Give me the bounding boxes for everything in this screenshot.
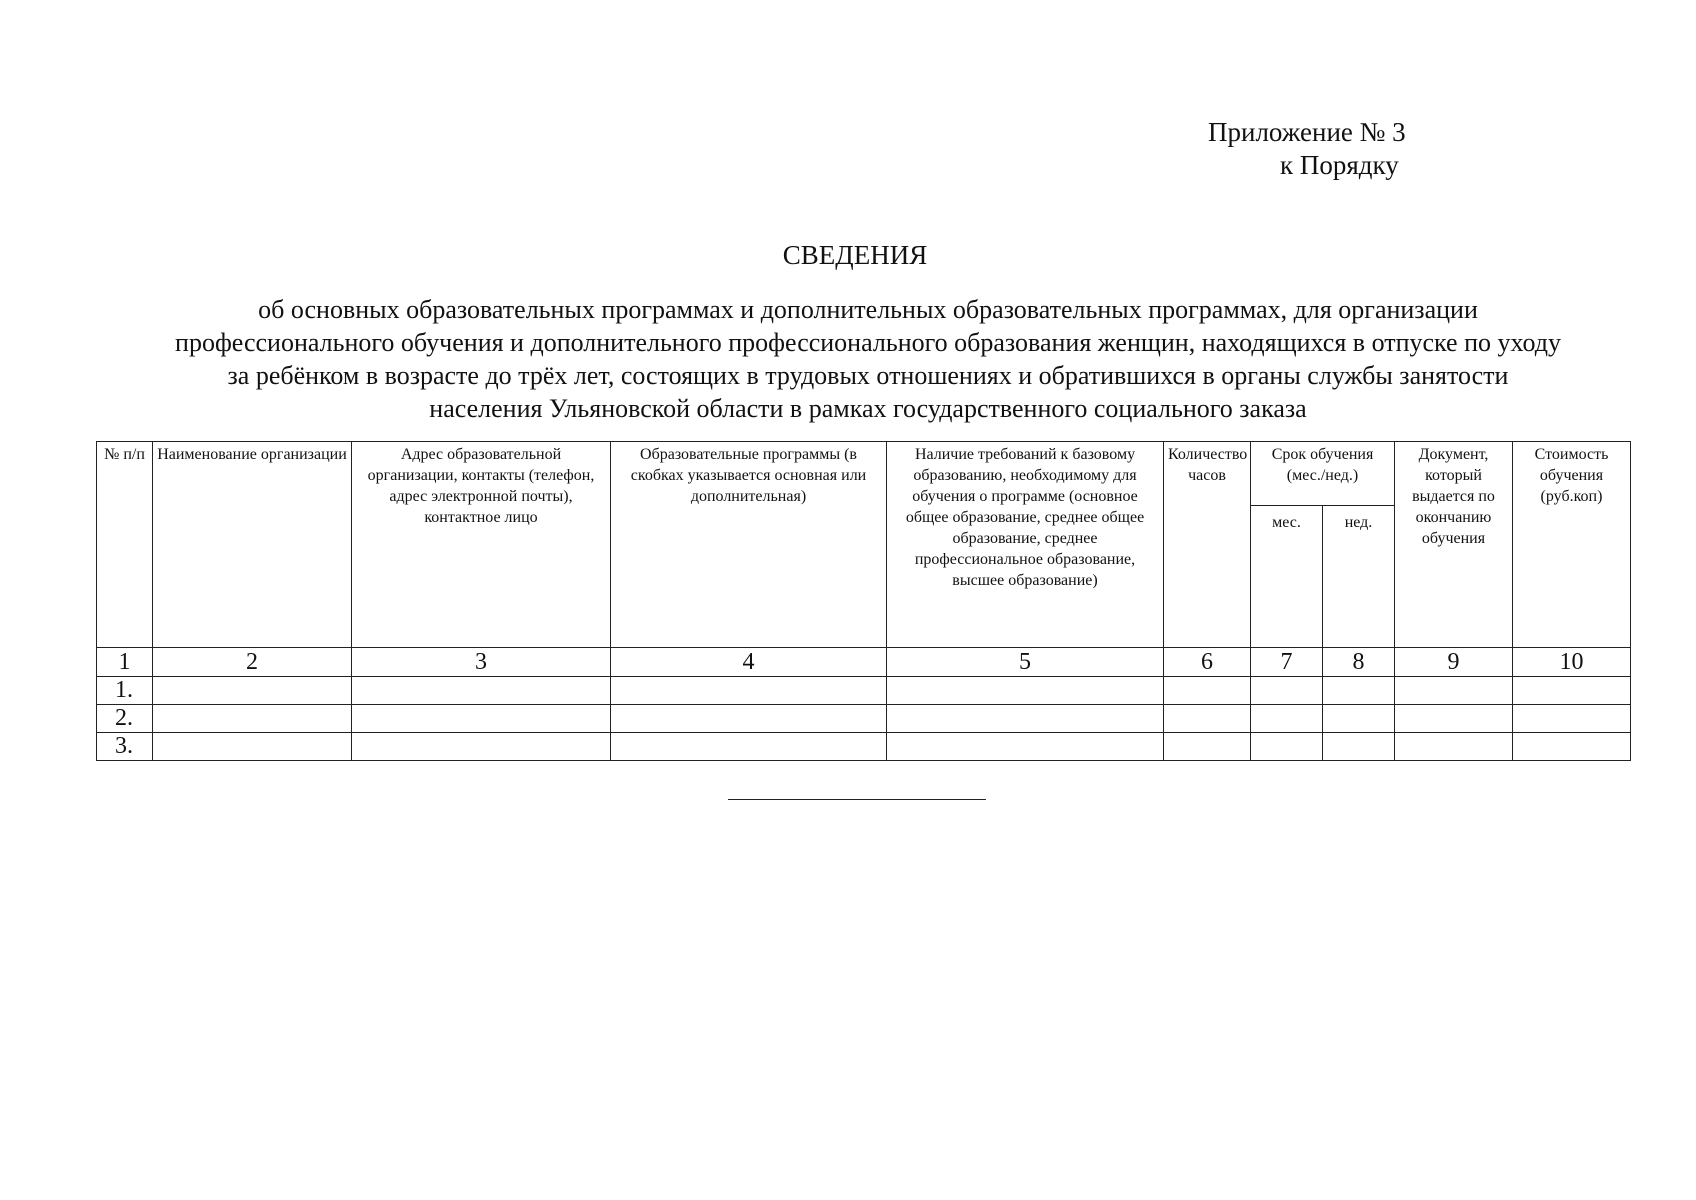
- table-row: [97, 733, 1631, 761]
- header-educational-programs: Образовательные программы (в скобках указывается основная или дополнительная): [611, 442, 887, 648]
- column-number: 2: [153, 648, 352, 677]
- column-number: 4: [611, 648, 887, 677]
- table-cell: [887, 733, 1164, 761]
- column-number: 6: [1164, 648, 1251, 677]
- header-hours: Количество часов: [1164, 442, 1251, 648]
- header-row-number: № п/п: [97, 442, 153, 648]
- table-cell: [1164, 705, 1251, 733]
- table-cell: [153, 677, 352, 705]
- document-title: СВЕДЕНИЯ: [782, 240, 928, 270]
- header-training-cost: Стоимость обучения (руб.коп): [1513, 442, 1631, 648]
- table-cell: [1251, 705, 1323, 733]
- table-cell: [611, 733, 887, 761]
- subtitle-line: об основных образовательных программах и дополнительных образовательных программах, для организации: [258, 295, 1478, 324]
- table-cell: [1513, 733, 1631, 761]
- table-cell: [1164, 733, 1251, 761]
- table-cell: [1395, 733, 1513, 761]
- row-number: 2.: [97, 705, 153, 733]
- table-row: [97, 677, 1631, 705]
- table-cell: [153, 733, 352, 761]
- table-cell: [611, 705, 887, 733]
- table-cell: [1395, 677, 1513, 705]
- table-cell: [1395, 705, 1513, 733]
- appendix-order-reference: к Порядку: [1280, 150, 1399, 180]
- header-training-duration: Срок обучения (мес./нед.): [1251, 442, 1395, 506]
- table-cell: [352, 677, 611, 705]
- table-cell: [1513, 705, 1631, 733]
- header-months: мес.: [1251, 506, 1323, 648]
- closing-rule: [728, 799, 986, 800]
- document-subtitle: [88, 293, 1648, 425]
- header-weeks: нед.: [1323, 506, 1395, 648]
- appendix-reference: [1160, 116, 1460, 182]
- header-education-requirements: Наличие требований к базовому образованию, необходимому для обучения о программе (основное общее образование, среднее общее образование, среднее профессиональное образование, высшее образование): [887, 442, 1164, 648]
- row-number: 3.: [97, 733, 153, 761]
- row-number: 1.: [97, 677, 153, 705]
- column-number: 1: [97, 648, 153, 677]
- table-row: [97, 705, 1631, 733]
- column-number: 7: [1251, 648, 1323, 677]
- table-cell: [1251, 733, 1323, 761]
- programs-table: [96, 441, 1631, 761]
- table-cell: [1323, 705, 1395, 733]
- table-cell: [1323, 677, 1395, 705]
- header-organization-name: Наименование организации: [153, 442, 352, 648]
- table-cell: [611, 677, 887, 705]
- subtitle-line: населения Ульяновской области в рамках государственного социального заказа: [429, 394, 1307, 423]
- column-number: 10: [1513, 648, 1631, 677]
- table-cell: [887, 705, 1164, 733]
- table-cell: [1513, 677, 1631, 705]
- table-cell: [887, 677, 1164, 705]
- table-cell: [1323, 733, 1395, 761]
- column-number: 9: [1395, 648, 1513, 677]
- subtitle-line: за ребёнком в возрасте до трёх лет, состоящих в трудовых отношениях и обратившихся в органы службы занятости: [227, 361, 1509, 390]
- table-cell: [352, 705, 611, 733]
- table-cell: [153, 705, 352, 733]
- table-cell: [352, 733, 611, 761]
- table-cell: [1164, 677, 1251, 705]
- column-number: 8: [1323, 648, 1395, 677]
- column-number: 3: [352, 648, 611, 677]
- appendix-number: Приложение № 3: [1208, 117, 1406, 147]
- subtitle-line: профессионального обучения и дополнительного профессионального образования женщин, находящихся в отпуске по уходу: [175, 328, 1561, 357]
- table-cell: [1251, 677, 1323, 705]
- header-address-contacts: Адрес образовательной организации, контакты (телефон, адрес электронной почты), контактное лицо: [352, 442, 611, 648]
- column-number: 5: [887, 648, 1164, 677]
- header-issued-document: Документ, который выдается по окончанию обучения: [1395, 442, 1513, 648]
